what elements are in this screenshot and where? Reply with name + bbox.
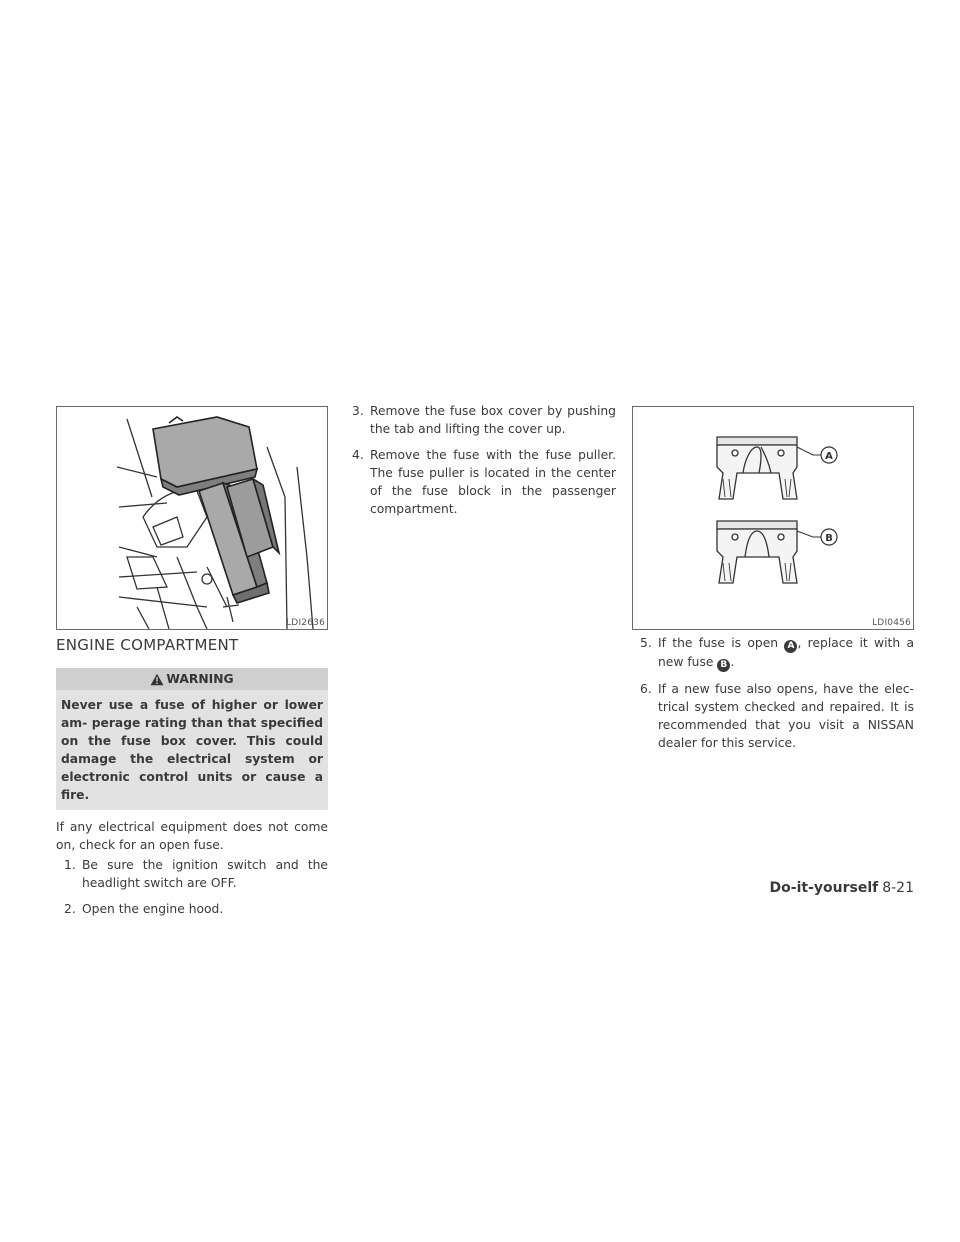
- warning-title: WARNING: [166, 672, 234, 686]
- step-number: 6.: [640, 682, 652, 696]
- callout-b-label: B: [825, 533, 833, 544]
- warning-text: Never use a fuse of higher or lower am- perage rating than that specified on the fuse box cover. This could damage the electrical system or electronic control units or cause a fire.: [56, 690, 328, 810]
- figure-id: LDI0456: [872, 618, 911, 628]
- section-title: ENGINE COMPARTMENT: [56, 636, 239, 654]
- callout-a: [821, 447, 837, 463]
- step-number: 5.: [640, 636, 652, 650]
- footer-section: Do-it-yourself: [769, 880, 879, 896]
- step-number: 4.: [352, 448, 364, 462]
- step-text: Remove the fuse box cover by pushing the tab and lifting the cover up.: [370, 404, 616, 436]
- step-6: [632, 680, 914, 752]
- step-4: [344, 446, 616, 518]
- engine-fuse-box-illustration: [57, 407, 327, 629]
- step-number: 1.: [64, 858, 76, 872]
- engine-fuse-box-figure: [56, 406, 328, 630]
- open-fuse: [717, 437, 797, 499]
- figure-id: LDI2636: [286, 618, 325, 628]
- step-2: [56, 900, 328, 918]
- step-number: 2.: [64, 902, 76, 916]
- new-fuse: [717, 521, 797, 583]
- column-middle: [344, 406, 616, 526]
- page-number: 8-21: [882, 880, 914, 896]
- step-1: [56, 856, 328, 892]
- fuse-comparison-figure: [632, 406, 914, 630]
- reference-b-icon: B: [717, 659, 730, 672]
- step-3: [344, 402, 616, 438]
- step-number: 3.: [352, 404, 364, 418]
- step-text: Be sure the ignition switch and the headlight switch are OFF.: [82, 858, 328, 890]
- warning-box: [56, 668, 328, 810]
- warning-icon: [150, 673, 164, 686]
- step-text-mid: , replace it with a new fuse: [658, 636, 914, 669]
- step-text: Remove the fuse with the fuse puller. The fuse puller is located in the center of the fuse block in the passenger compartment.: [370, 448, 616, 516]
- warning-header: [56, 668, 328, 690]
- column-left: [56, 634, 328, 926]
- callout-a-label: A: [825, 451, 833, 462]
- step-text-pre: If the fuse is open: [658, 636, 785, 650]
- fuse-illustration: [633, 407, 913, 629]
- step-text: If a new fuse also opens, have the elec- trical system checked and repaired. It is recommended that you visit a NISSAN dealer for this service.: [658, 682, 914, 750]
- callout-b: [821, 529, 837, 545]
- step-5: [632, 634, 914, 672]
- step-text: Open the engine hood.: [82, 902, 224, 916]
- page-footer: [770, 880, 914, 896]
- reference-a-icon: A: [784, 640, 797, 653]
- intro-paragraph: If any electrical equipment does not come on, check for an open fuse.: [56, 820, 328, 852]
- step-text-post: .: [730, 655, 735, 669]
- column-right: [632, 634, 914, 760]
